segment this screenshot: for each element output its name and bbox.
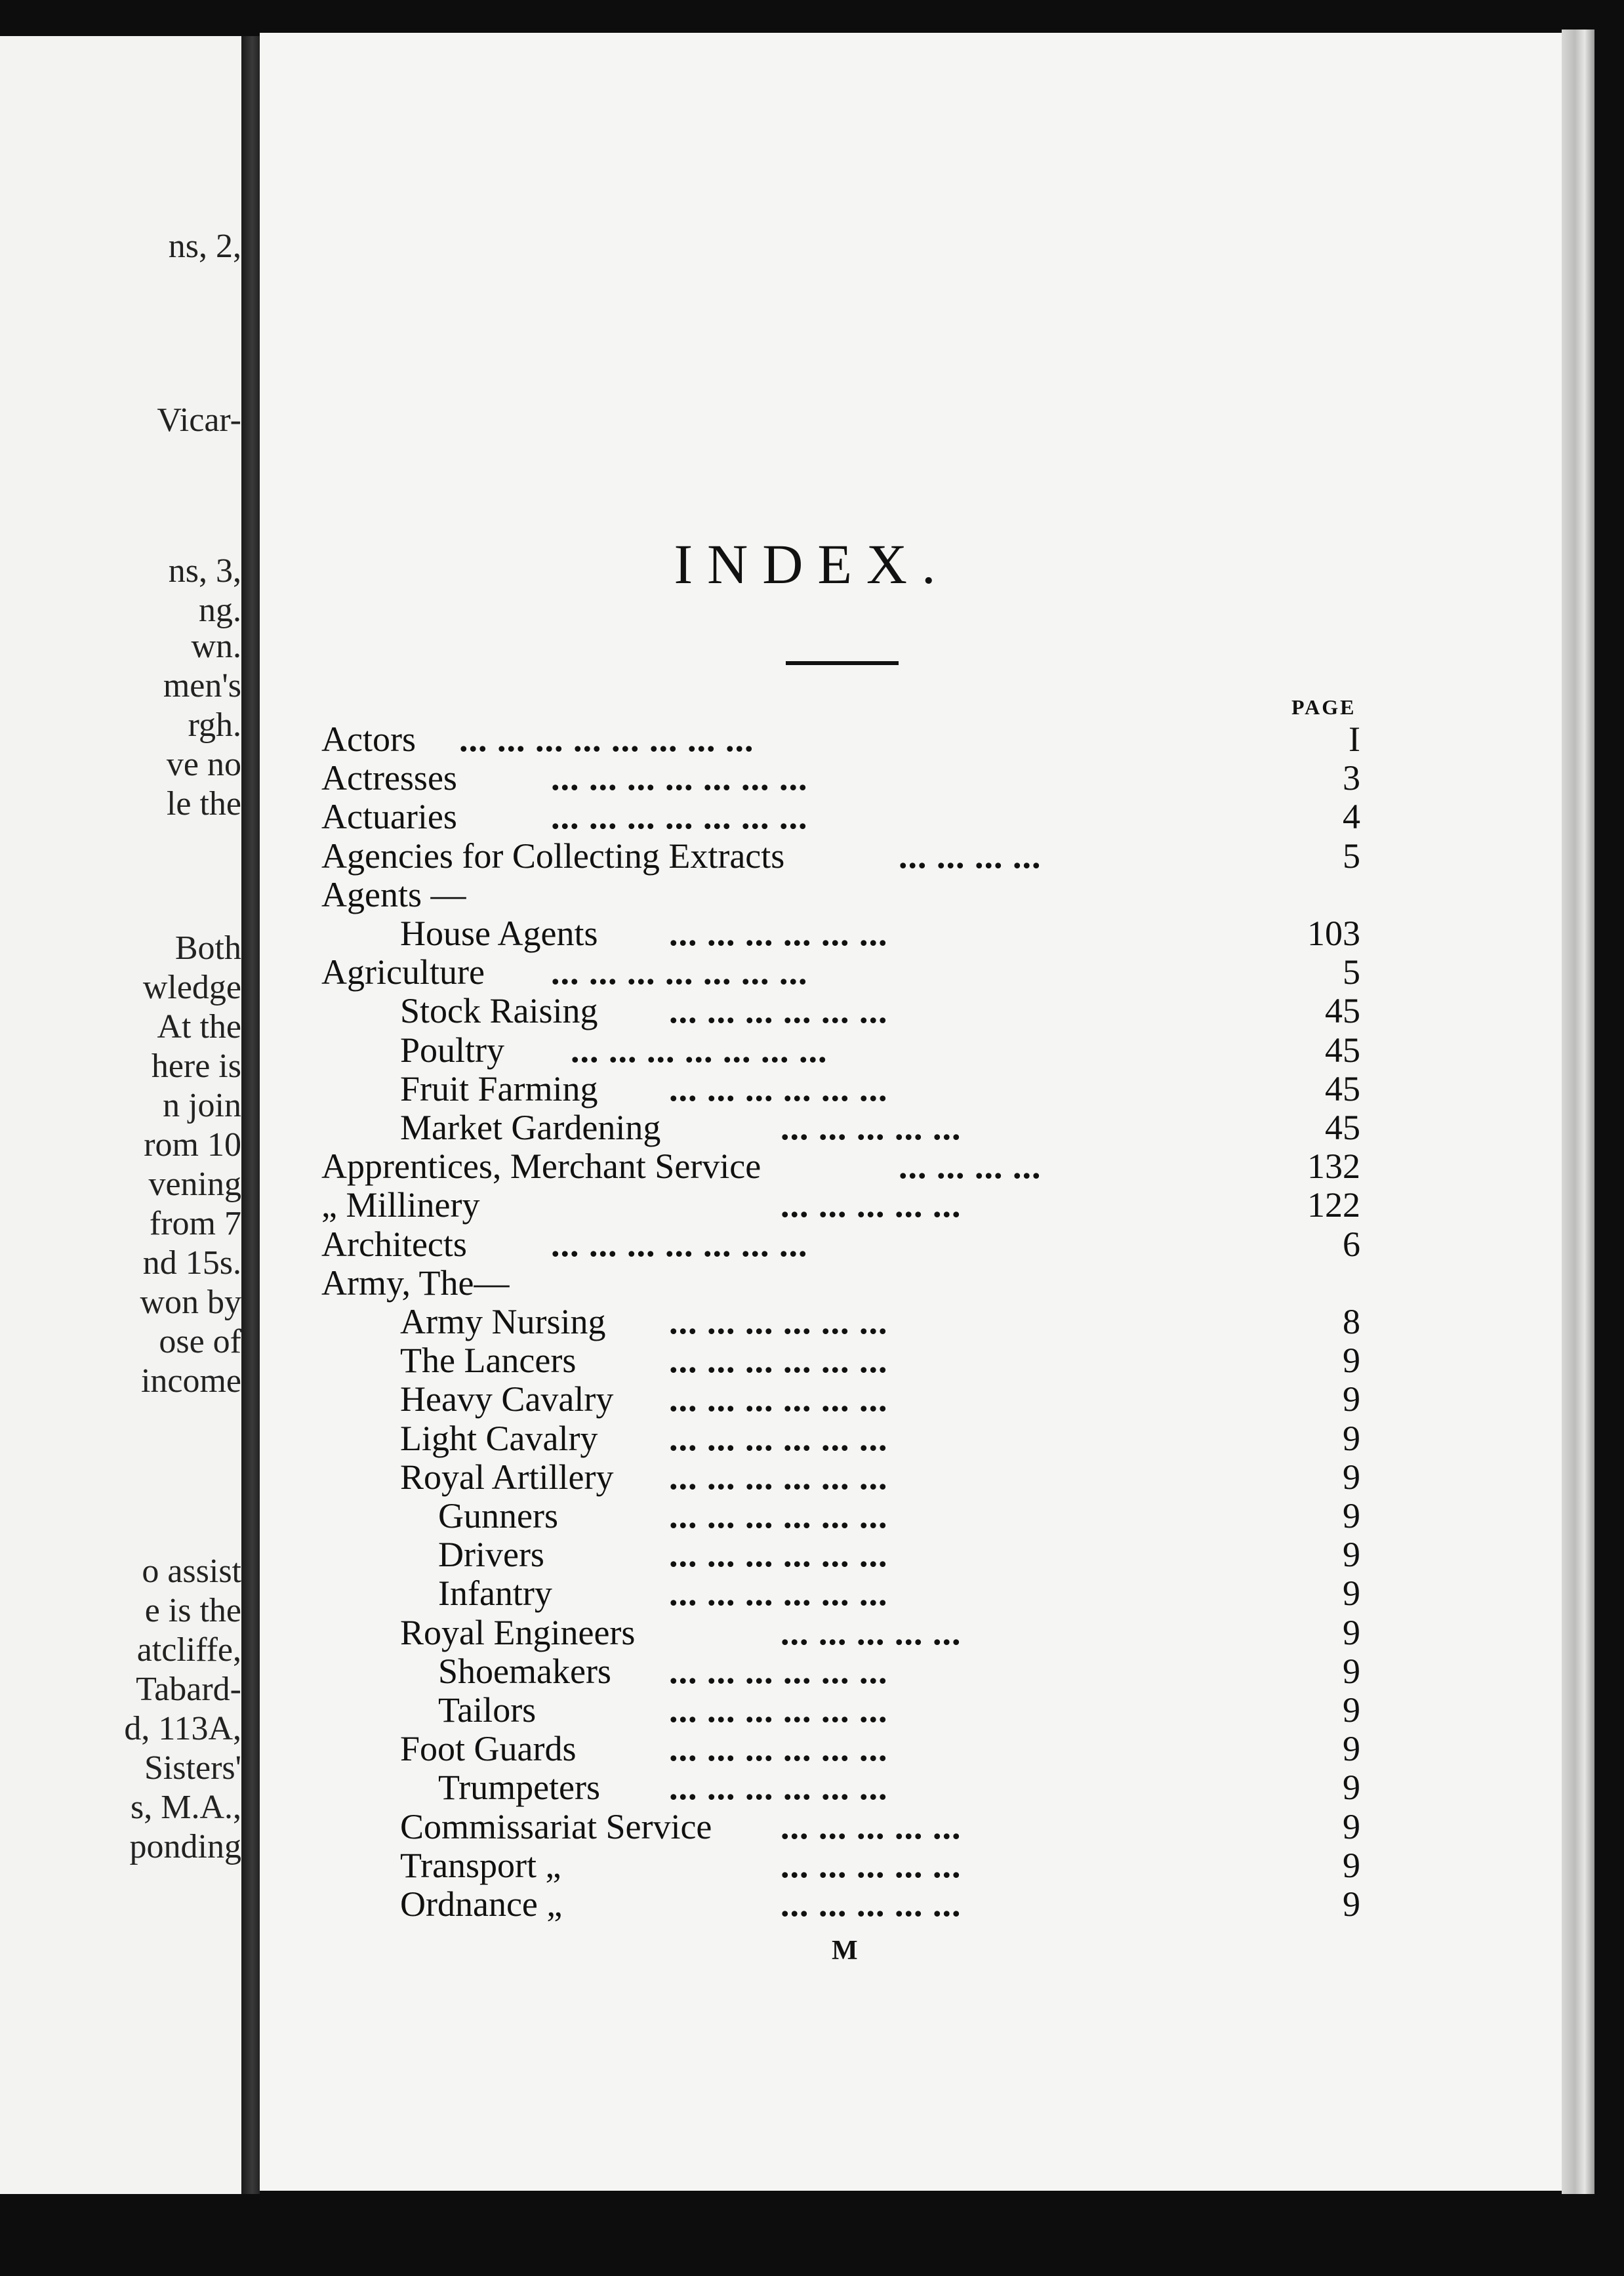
entry-label: Drivers <box>438 1535 544 1574</box>
entry-label: Fruit Farming <box>400 1069 598 1108</box>
dot-leader: ... ... ... ... ... ... ... <box>551 797 808 836</box>
index-entry <box>0 1691 1624 1729</box>
index-entry <box>0 1574 1624 1612</box>
entry-label: Actresses <box>321 758 457 798</box>
left-text-fragment: Both <box>174 929 241 967</box>
index-entry <box>0 1031 1624 1069</box>
entry-label: Light Cavalry <box>400 1419 598 1458</box>
left-text-fragment: ose of <box>159 1323 241 1360</box>
dot-leader: ... ... ... ... ... ... <box>669 1379 888 1419</box>
entry-page-number: 9 <box>1343 1496 1360 1535</box>
entry-page-number: 9 <box>1343 1379 1360 1419</box>
index-entry <box>0 1808 1624 1846</box>
dot-leader: ... ... ... ... ... <box>781 1108 962 1147</box>
entry-page-number: 5 <box>1343 836 1360 876</box>
left-text-fragment: At the <box>157 1008 241 1046</box>
index-entry <box>0 914 1624 952</box>
entry-label: Stock Raising <box>400 991 598 1030</box>
index-entry <box>0 1225 1624 1263</box>
left-text-fragment: n join <box>163 1087 241 1124</box>
index-entry <box>0 1614 1624 1652</box>
page-title: INDEX. <box>674 533 950 596</box>
left-text-fragment: o assist <box>142 1553 241 1590</box>
dot-leader: ... ... ... ... ... <box>781 1185 962 1225</box>
entry-page-number: 9 <box>1343 1341 1360 1380</box>
index-entry <box>0 759 1624 797</box>
entry-label: Army Nursing <box>400 1302 606 1341</box>
index-entry <box>0 953 1624 991</box>
entry-label: Gunners <box>438 1496 558 1535</box>
entry-page-number: 9 <box>1343 1768 1360 1807</box>
left-text-fragment: e is the <box>144 1592 241 1629</box>
left-text-fragment: ns, 2, <box>168 228 241 265</box>
page-column-heading: PAGE <box>1291 695 1356 719</box>
index-entry <box>0 992 1624 1030</box>
entry-label: Actuaries <box>321 797 457 836</box>
entry-page-number: 9 <box>1343 1457 1360 1497</box>
dot-leader: ... ... ... ... ... ... ... <box>551 1225 808 1264</box>
dot-leader: ... ... ... ... ... ... <box>669 1729 888 1768</box>
entry-label: Poultry <box>400 1030 505 1070</box>
dot-leader: ... ... ... ... ... <box>781 1807 962 1846</box>
dot-leader: ... ... ... ... ... ... <box>669 1652 888 1691</box>
dot-leader: ... ... ... ... ... ... <box>669 1069 888 1108</box>
index-entry <box>0 1419 1624 1457</box>
dot-leader: ... ... ... ... ... ... ... ... <box>459 720 754 759</box>
left-text-fragment: d, 113A, <box>124 1710 241 1747</box>
dot-leader: ... ... ... ... ... ... <box>669 1419 888 1458</box>
entry-label: Trumpeters <box>438 1768 601 1807</box>
entry-label: Agencies for Collecting Extracts <box>321 836 785 876</box>
entry-label: Foot Guards <box>400 1729 577 1768</box>
entry-label: Royal Artillery <box>400 1457 614 1497</box>
index-entry <box>0 1535 1624 1574</box>
entry-page-number: 8 <box>1343 1302 1360 1341</box>
entry-page-number: 45 <box>1325 991 1360 1030</box>
entry-page-number: 9 <box>1343 1807 1360 1846</box>
entry-label: Ordnance „ <box>400 1884 563 1924</box>
entry-page-number: 45 <box>1325 1108 1360 1147</box>
entry-label: Agents — <box>321 875 466 914</box>
left-text-fragment: income <box>140 1362 241 1400</box>
entry-page-number: 9 <box>1343 1613 1360 1652</box>
entry-page-number: 6 <box>1343 1225 1360 1264</box>
entry-label: Architects <box>321 1225 467 1264</box>
entry-label: Army, The— <box>321 1263 510 1303</box>
entry-page-number: 3 <box>1343 758 1360 798</box>
entry-label: Tailors <box>438 1690 537 1730</box>
dot-leader: ... ... ... ... ... <box>781 1884 962 1924</box>
left-text-fragment: atcliffe, <box>136 1631 241 1669</box>
left-text-fragment: men's <box>163 667 241 704</box>
entry-page-number: 5 <box>1343 952 1360 992</box>
dot-leader: ... ... ... ... ... ... ... <box>551 758 808 798</box>
dot-leader: ... ... ... ... ... ... <box>669 1341 888 1380</box>
left-text-fragment: s, M.A., <box>130 1789 241 1826</box>
index-entry <box>0 1070 1624 1108</box>
index-entry <box>0 1458 1624 1496</box>
left-text-fragment: vening <box>148 1166 241 1203</box>
entry-page-number: 103 <box>1307 914 1360 953</box>
entry-label: House Agents <box>400 914 598 953</box>
entry-label: Market Gardening <box>400 1108 661 1147</box>
entry-label: Commissariat Service <box>400 1807 712 1846</box>
dot-leader: ... ... ... ... ... ... <box>669 914 888 953</box>
entry-page-number: 122 <box>1307 1185 1360 1225</box>
entry-label: Transport „ <box>400 1846 561 1885</box>
left-text-fragment: wn. <box>191 628 241 665</box>
dot-leader: ... ... ... ... ... ... <box>669 1496 888 1535</box>
entry-label: „ Millinery <box>321 1185 480 1225</box>
left-text-fragment: Vicar- <box>157 401 241 439</box>
entry-page-number: 9 <box>1343 1535 1360 1574</box>
left-text-fragment: ng. <box>199 592 241 629</box>
entry-page-number: 9 <box>1343 1574 1360 1613</box>
signature-mark: M <box>832 1936 858 1966</box>
entry-page-number: 45 <box>1325 1030 1360 1070</box>
index-entry <box>0 837 1624 875</box>
dot-leader: ... ... ... ... ... ... <box>669 1574 888 1613</box>
dot-leader: ... ... ... ... ... ... ... <box>571 1030 828 1070</box>
entry-label: Shoemakers <box>438 1652 611 1691</box>
index-entry <box>0 1380 1624 1418</box>
index-entry <box>0 1885 1624 1923</box>
title-rule <box>786 661 899 665</box>
index-entry <box>0 1341 1624 1379</box>
dot-leader: ... ... ... ... ... <box>781 1846 962 1885</box>
entry-page-number: 9 <box>1343 1846 1360 1885</box>
dot-leader: ... ... ... ... ... <box>781 1613 962 1652</box>
entry-label: Royal Engineers <box>400 1613 636 1652</box>
entry-label: Heavy Cavalry <box>400 1379 614 1419</box>
left-text-fragment: Tabard- <box>136 1671 241 1708</box>
dot-leader: ... ... ... ... ... ... <box>669 1768 888 1807</box>
entry-page-number: 45 <box>1325 1069 1360 1108</box>
left-text-fragment: rgh. <box>188 706 241 744</box>
dot-leader: ... ... ... ... ... ... <box>669 1457 888 1497</box>
index-entry <box>0 1846 1624 1884</box>
dot-leader: ... ... ... ... ... ... <box>669 1535 888 1574</box>
left-text-fragment: ns, 3, <box>168 552 241 590</box>
dot-leader: ... ... ... ... ... ... ... <box>551 952 808 992</box>
left-text-fragment: ve no <box>166 746 241 783</box>
left-text-fragment: le the <box>166 785 241 823</box>
entry-page-number: 9 <box>1343 1884 1360 1924</box>
left-text-fragment: here is <box>151 1047 241 1085</box>
index-entry <box>0 1303 1624 1341</box>
index-entry <box>0 876 1624 914</box>
entry-label: The Lancers <box>400 1341 577 1380</box>
entry-label: Apprentices, Merchant Service <box>321 1147 761 1186</box>
dot-leader: ... ... ... ... ... ... <box>669 1302 888 1341</box>
entry-label: Infantry <box>438 1574 552 1613</box>
index-entry <box>0 1730 1624 1768</box>
index-entry <box>0 798 1624 836</box>
index-entry <box>0 1186 1624 1224</box>
index-entry <box>0 1497 1624 1535</box>
index-entry <box>0 1108 1624 1147</box>
index-entry <box>0 1147 1624 1185</box>
index-entry <box>0 1652 1624 1690</box>
entry-label: Agriculture <box>321 952 485 992</box>
left-text-fragment: rom 10 <box>144 1126 241 1164</box>
index-entry <box>0 720 1624 758</box>
entry-page-number: 9 <box>1343 1652 1360 1691</box>
entry-page-number: I <box>1349 720 1360 759</box>
left-text-fragment: Sisters' <box>144 1749 241 1787</box>
entry-page-number: 132 <box>1307 1147 1360 1186</box>
entry-label: Actors <box>321 720 416 759</box>
dot-leader: ... ... ... ... <box>899 836 1042 876</box>
dot-leader: ... ... ... ... ... ... <box>669 991 888 1030</box>
left-text-fragment: ponding <box>129 1828 241 1865</box>
dot-leader: ... ... ... ... <box>899 1147 1042 1186</box>
entry-page-number: 9 <box>1343 1419 1360 1458</box>
left-text-fragment: wledge <box>142 969 241 1006</box>
left-text-fragment: from 7 <box>149 1205 241 1242</box>
left-text-fragment: nd 15s. <box>142 1244 241 1282</box>
entry-page-number: 9 <box>1343 1690 1360 1730</box>
entry-page-number: 4 <box>1343 797 1360 836</box>
dot-leader: ... ... ... ... ... ... <box>669 1690 888 1730</box>
index-entry <box>0 1264 1624 1302</box>
entry-page-number: 9 <box>1343 1729 1360 1768</box>
left-text-fragment: won by <box>140 1284 241 1321</box>
index-entry <box>0 1768 1624 1806</box>
